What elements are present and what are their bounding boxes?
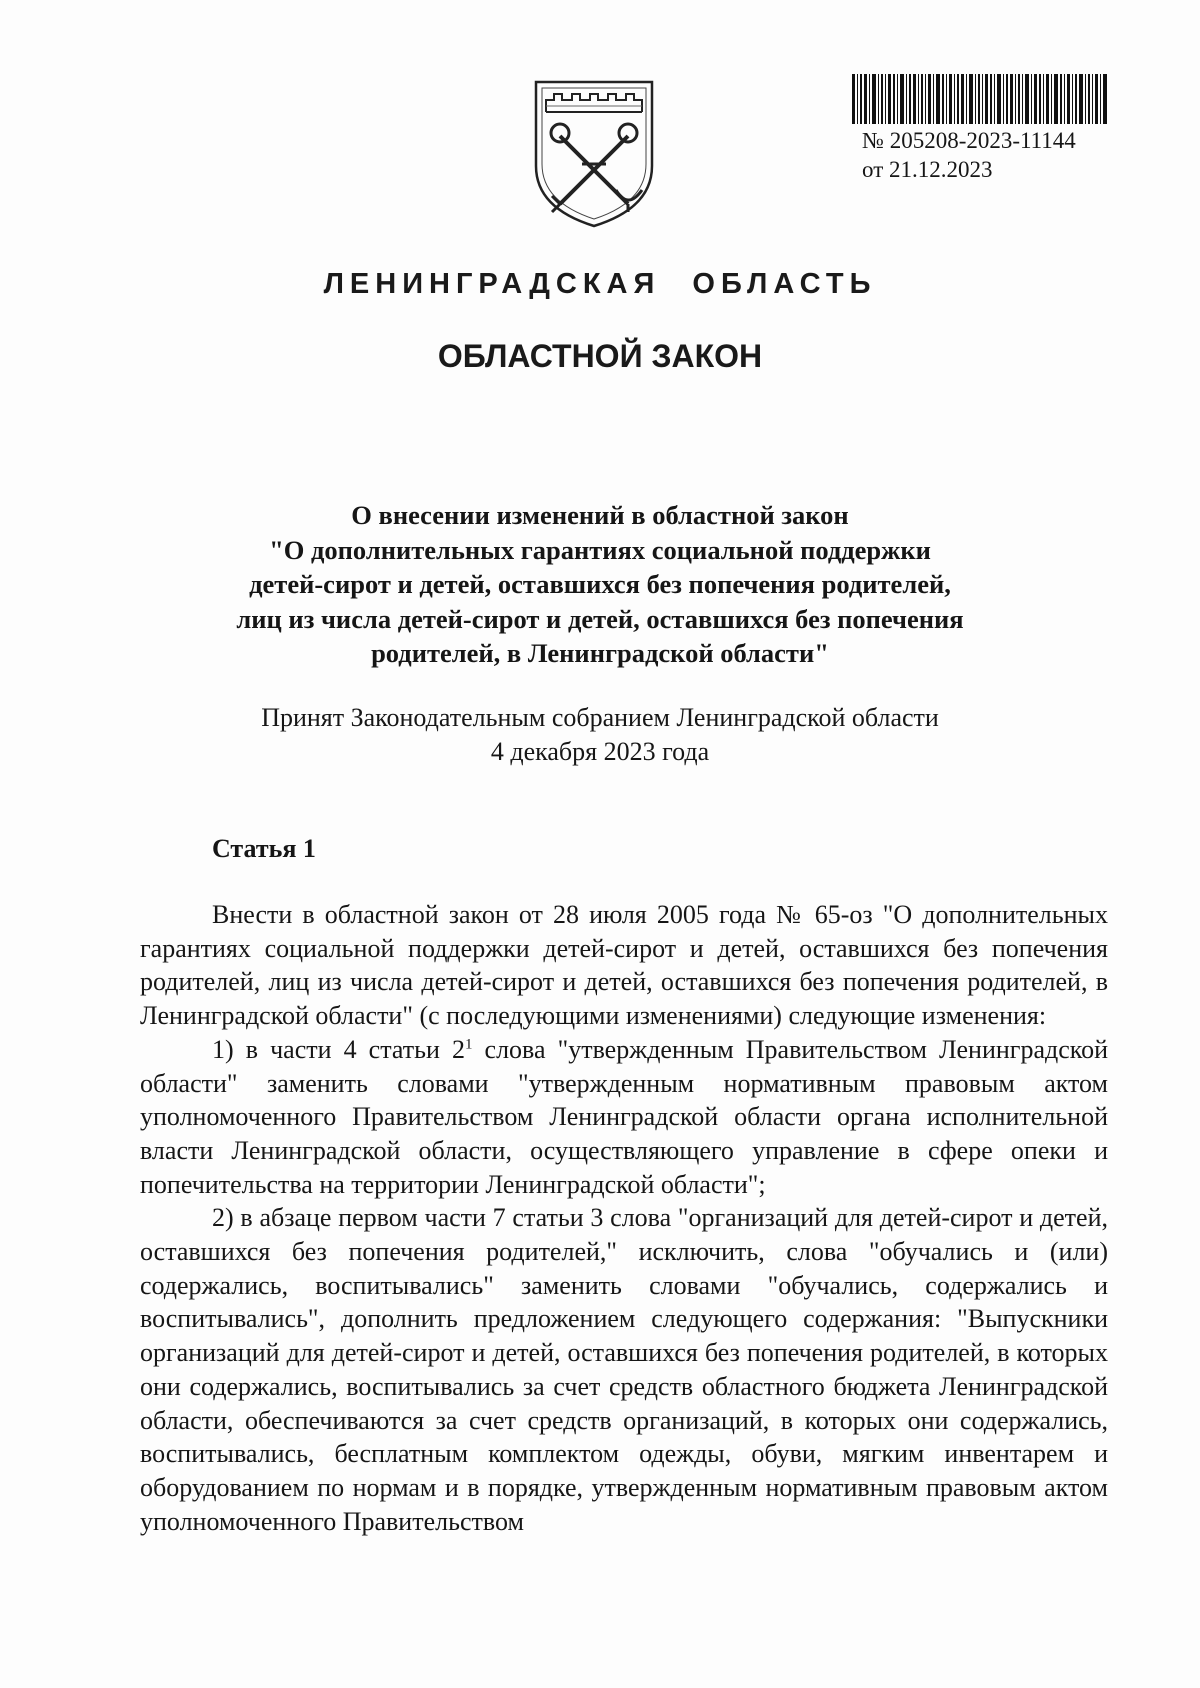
region-name: ЛЕНИНГРАДСКАЯ ОБЛАСТЬ (323, 268, 877, 300)
article-body (140, 898, 1108, 1538)
barcode-icon (852, 74, 1108, 124)
amendment-item-2: 2) в абзаце первом части 7 статьи 3 слова "организаций для детей-сирот и детей, оставшихся без попечения родителей," исключить, слова "обучались и (или) содержались, воспитывались" заменить словами "обучались, содержались и воспитывались", дополнить предложением следующего содержания: "Выпускники организаций для детей-сирот и детей, оставшихся без попечения родителей, в которых они содержались, воспитывались за счет средств областного бюджета Ленинградской области, обеспечиваются за счет средств организаций, в которых они содержались, воспитывались, бесплатным комплектом одежды, обуви, мягким инвентарем и оборудованием по нормам и в порядке, утвержденным нормативным правовым актом уполномоченного Правительством (140, 1203, 1108, 1536)
intro-paragraph: Внести в областной закон от 28 июля 2005 года № 65-оз "О дополнительных гарантиях социальной поддержки детей-сирот и детей, оставшихся без попечения родителей, лиц из числа детей-сирот и детей, оставшихся без попечения родителей, в Ленинградской области" (с последующими изменениями) следующие изменения: (140, 900, 1108, 1031)
law-title-line: родителей, в Ленинградской области" (371, 638, 829, 669)
law-title-line: О внесении изменений в областной закон (351, 500, 849, 530)
adoption-note (140, 701, 1060, 769)
registration-stamp (862, 126, 1076, 184)
item-1-rest: слова "утвержденным Правительством Ленинградской области" заменить словами "утвержденным нормативным правовым актом уполномоченного Правительством Ленинградской области органа исполнительной власти Ленинградской области, осуществляющего управление в сфере опеки и попечительства на территории Ленинградской области"; (140, 1034, 1108, 1199)
article-superscript: 1 (464, 1036, 473, 1053)
article-heading: Статья 1 (212, 834, 316, 863)
adoption-date: 4 декабря 2023 года (490, 737, 710, 766)
law-title-line: лиц из числа детей-сирот и детей, оставшихся без попечения (236, 603, 964, 634)
item-1-start: 1) в части 4 статьи 2 (212, 1034, 465, 1064)
document-number: № 205208-2023-11144 (862, 128, 1076, 153)
law-title-line: "О дополнительных гарантиях социальной поддержки (269, 534, 931, 565)
adoption-body: Принят Законодательным собранием Ленинградской области (261, 703, 939, 732)
law-title-line: детей-сирот и детей, оставшихся без попечения родителей, (249, 569, 951, 600)
coat-of-arms-icon (530, 78, 658, 230)
amendment-item-1 (140, 1033, 1108, 1202)
law-type-heading: ОБЛАСТНОЙ ЗАКОН (437, 338, 763, 374)
law-title (140, 498, 1060, 671)
document-date: от 21.12.2023 (862, 157, 993, 182)
